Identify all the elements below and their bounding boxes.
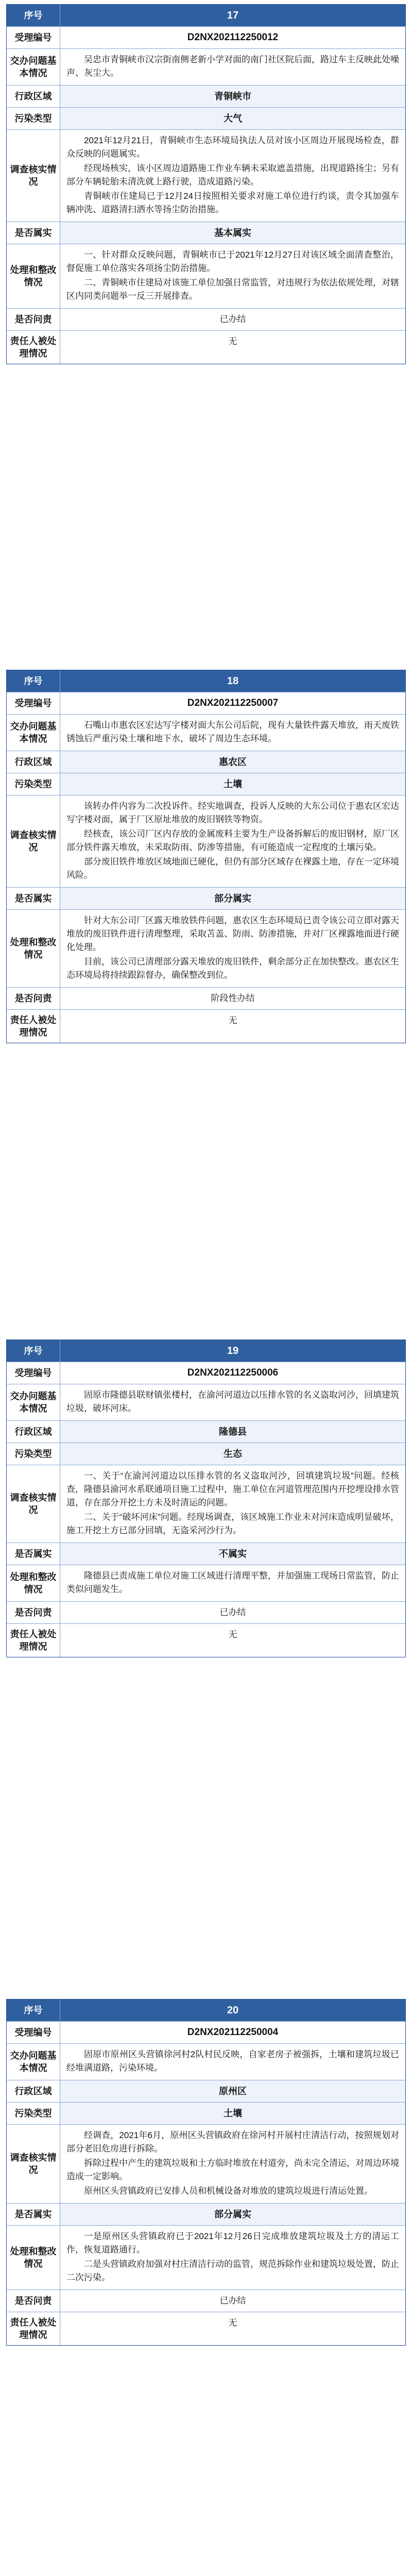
investigation-para: 经现场核实，该小区周边道路施工作业车辆未采取遮盖措施，出现道路扬尘；另有部分车辆轮胎未清洗就上路行驶，造成道路污染。 [66,163,399,187]
case-card-18 [6,670,406,1043]
issue-row [7,715,405,751]
handling-para: 二、青铜峡市住建局对该施工单位加强日常监管，对违规行为依法依规处理，对辖区内同类问题举一反三开展排查。 [66,278,399,301]
issue-row [7,1384,405,1421]
handling-value [60,2226,405,2290]
handling-label: 处理和整改情况 [7,910,60,987]
investigation-para: 青铜峡市住建局已于12月24日按照相关要求对施工单位进行约谈，责令其加强车辆冲洗、道路清扫洒水等扬尘防治措施。 [66,191,399,214]
case-card-17 [6,4,406,364]
case-card-19 [6,1340,406,1657]
investigation-row [7,130,405,222]
investigation-label: 调查核实情况 [7,1465,60,1543]
investigation-para: 原州区头营镇政府已安排人员和机械设备对堆放的建筑垃圾进行清运处置。 [84,2186,373,2196]
district-label: 行政区域 [7,1421,60,1443]
district-label: 行政区域 [7,2080,60,2102]
case-seq-row [7,1340,405,1362]
seq-label: 序号 [7,1340,60,1362]
accountability-label: 是否问责 [7,309,60,330]
pollution-value: 大气 [60,108,405,129]
responsible-row [7,1010,405,1043]
pollution-value: 生态 [60,1443,405,1465]
investigation-para: 该转办件内容为二次投诉件。经实地调查，投诉人反映的大东公司位于惠农区宏达写字楼对面，属于厂区原址堆放的废旧钢铁等物资。 [66,801,399,824]
pollution-label: 污染类型 [7,2103,60,2124]
case-no-value: D2NX202112250012 [187,32,279,43]
district-row [7,751,405,773]
case-no-label: 受理编号 [7,2022,60,2043]
district-value: 惠农区 [60,751,405,773]
issue-label: 交办问题基本情况 [7,2044,60,2080]
district-value: 原州区 [60,2080,405,2102]
handling-value [60,244,405,308]
accountability-label: 是否问责 [7,1602,60,1623]
handling-row [7,910,405,988]
district-label: 行政区域 [7,86,60,107]
case-no-value: D2NX202112250006 [187,1367,279,1378]
is-true-label: 是否属实 [7,888,60,909]
pollution-value: 土壤 [60,2103,405,2124]
case-no-row [7,692,405,715]
case-no-row [7,1362,405,1384]
handling-para: 一是原州区头营镇政府已于2021年12月26日完成堆放建筑垃圾及土方的清运工作，恢复道路通行。 [66,2231,399,2255]
responsible-label: 责任人被处理情况 [7,2312,60,2345]
issue-value: 固原市隆德县联财镇张楼村，在渝河河道边以压排水管的名义盗取河沙，回填建筑垃圾，破坏河床。 [66,1390,399,1413]
seq-label: 序号 [7,1999,60,2021]
is-true-label: 是否属实 [7,222,60,244]
accountability-value: 阶段性办结 [211,993,255,1003]
case-no-row [7,27,405,49]
investigation-label: 调查核实情况 [7,130,60,222]
case-seq-row [7,670,405,692]
responsible-row [7,331,405,364]
case-seq-row [7,1999,405,2022]
is-true-value: 部分属实 [60,2204,405,2225]
is-true-value: 不属实 [60,1543,405,1565]
pollution-row [7,108,405,130]
accountability-label: 是否问责 [7,2290,60,2312]
seq-value: 19 [60,1340,405,1362]
is-true-row [7,222,405,244]
is-true-label: 是否属实 [7,2204,60,2225]
responsible-row [7,1624,405,1657]
pollution-label: 污染类型 [7,1443,60,1465]
responsible-label: 责任人被处理情况 [7,331,60,364]
investigation-value [60,130,405,222]
investigation-para: 部分废旧铁件堆放区域地面已硬化，但仍有部分区域存在裸露土地，存在一定环境风险。 [66,857,399,880]
district-row [7,2080,405,2103]
accountability-value: 已办结 [219,2296,246,2306]
pollution-row [7,1443,405,1465]
accountability-value: 已办结 [219,1607,246,1617]
responsible-label: 责任人被处理情况 [7,1624,60,1657]
accountability-row [7,2290,405,2312]
handling-label: 处理和整改情况 [7,244,60,308]
handling-row [7,2226,405,2290]
accountability-label: 是否问责 [7,988,60,1009]
is-true-row [7,2204,405,2226]
responsible-row [7,2312,405,2345]
handling-para: 隆德县已责成施工单位对施工区域进行清理平整，并加强施工现场日常监管，防止类似问题发生。 [66,1571,399,1594]
pollution-row [7,2103,405,2125]
accountability-row [7,1602,405,1624]
is-true-row [7,888,405,910]
handling-label: 处理和整改情况 [7,1565,60,1601]
investigation-row [7,795,405,888]
responsible-value: 无 [228,2318,237,2328]
accountability-row [7,309,405,331]
investigation-label: 调查核实情况 [7,2125,60,2203]
seq-label: 序号 [7,5,60,26]
issue-value: 石嘴山市惠农区宏达写字楼对面大东公司后院，现有大量铁件露天堆放，雨天废铁锈蚀后严重污染土壤和地下水，破坏了周边生态环境。 [66,720,399,743]
investigation-para: 经调查，2021年6月，原州区头营镇政府在徐河村开展村庄清洁行动，按照规划对部分老旧危房进行拆除。 [66,2130,399,2154]
case-no-value: D2NX202112250004 [187,2027,279,2038]
pollution-value: 土壤 [60,773,405,795]
pollution-label: 污染类型 [7,108,60,129]
district-label: 行政区域 [7,751,60,773]
case-no-value: D2NX202112250007 [187,698,279,708]
issue-label: 交办问题基本情况 [7,1384,60,1420]
handling-para: 针对大东公司厂区露天堆放铁件问题，惠农区生态环境局已责令该公司立即对露天堆放的废旧铁件进行清理整理，采取苫盖、防雨、防渗措施，并对厂区裸露地面进行硬化处理。 [66,916,399,952]
handling-row [7,244,405,309]
seq-value: 18 [60,670,405,692]
investigation-para: 拆除过程中产生的建筑垃圾和土方临时堆放在村道旁，尚未完全清运，对周边环境造成一定影响。 [66,2158,399,2181]
issue-value: 固原市原州区头营镇徐河村2队村民反映，自家老房子被强拆，土壤和建筑垃圾已经堆满道路，污染环境。 [66,2049,399,2073]
case-no-label: 受理编号 [7,27,60,48]
case-card-20 [6,1999,406,2346]
is-true-label: 是否属实 [7,1543,60,1565]
seq-value: 17 [60,5,405,26]
handling-para: 二是头营镇政府加强对村庄清洁行动的监管，规范拆除作业和建筑垃圾处置，防止二次污染。 [66,2259,399,2282]
issue-row [7,49,405,86]
investigation-para: 二、关于“破坏河床”问题。经现场调查，该区域施工作业未对河床造成明显破坏，施工开挖土方已部分回填，无盗采河沙行为。 [66,1512,399,1535]
accountability-value: 已办结 [219,314,246,324]
handling-row [7,1565,405,1602]
responsible-value: 无 [228,1015,237,1025]
district-row [7,1421,405,1443]
handling-para: 一、针对群众反映问题，青铜峡市已于2021年12月27日对该区域全面清查整治，督促施工单位落实各项扬尘防治措施。 [66,250,399,273]
handling-value [60,1565,405,1601]
handling-value [60,910,405,987]
district-value: 青铜峡市 [60,86,405,107]
responsible-value: 无 [228,1630,237,1639]
is-true-row [7,1543,405,1565]
case-no-label: 受理编号 [7,692,60,714]
investigation-para: 经核查，该公司厂区内存放的金属废料主要为生产设备拆解后的废旧钢材，原厂区部分铁件露天堆放，未采取防雨、防渗等措施，有可能造成一定程度的土壤污染。 [66,829,399,852]
issue-label: 交办问题基本情况 [7,49,60,85]
investigation-value [60,2125,405,2203]
issue-label: 交办问题基本情况 [7,715,60,751]
handling-label: 处理和整改情况 [7,2226,60,2290]
investigation-value [60,1465,405,1543]
pollution-label: 污染类型 [7,773,60,795]
is-true-value: 基本属实 [60,222,405,244]
investigation-para: 2021年12月21日，青铜峡市生态环境局执法人员对该小区周边开展现场检查，群众反映的问题属实。 [66,135,399,159]
responsible-label: 责任人被处理情况 [7,1010,60,1043]
is-true-value: 部分属实 [60,888,405,909]
investigation-value [60,795,405,887]
issue-value: 吴忠市青铜峡市汉宗街南侧老新小学对面的南门社区院后面，路过车主反映此处噪声、灰尘大。 [66,55,399,78]
seq-value: 20 [60,1999,405,2021]
case-no-label: 受理编号 [7,1362,60,1384]
issue-row [7,2044,405,2080]
investigation-row [7,1465,405,1543]
responsible-value: 无 [228,336,237,346]
case-seq-row [7,5,405,27]
investigation-para: 一、关于“在渝河河道边以压排水管的名义盗取河沙，回填建筑垃圾”问题。经核查，隆德县渝河水系联通项目施工过程中，施工单位在河道管理范围内开挖埋设排水管道，存在部分开挖土方未及时清运的问题。 [66,1471,399,1507]
handling-para: 目前，该公司已清理部分露天堆放的废旧铁件，剩余部分正在加快整改。惠农区生态环境局将持续跟踪督办，确保整改到位。 [66,957,399,980]
district-value: 隆德县 [60,1421,405,1443]
seq-label: 序号 [7,670,60,692]
investigation-label: 调查核实情况 [7,795,60,887]
district-row [7,86,405,108]
investigation-row [7,2125,405,2204]
pollution-row [7,773,405,795]
case-no-row [7,2022,405,2044]
accountability-row [7,988,405,1010]
